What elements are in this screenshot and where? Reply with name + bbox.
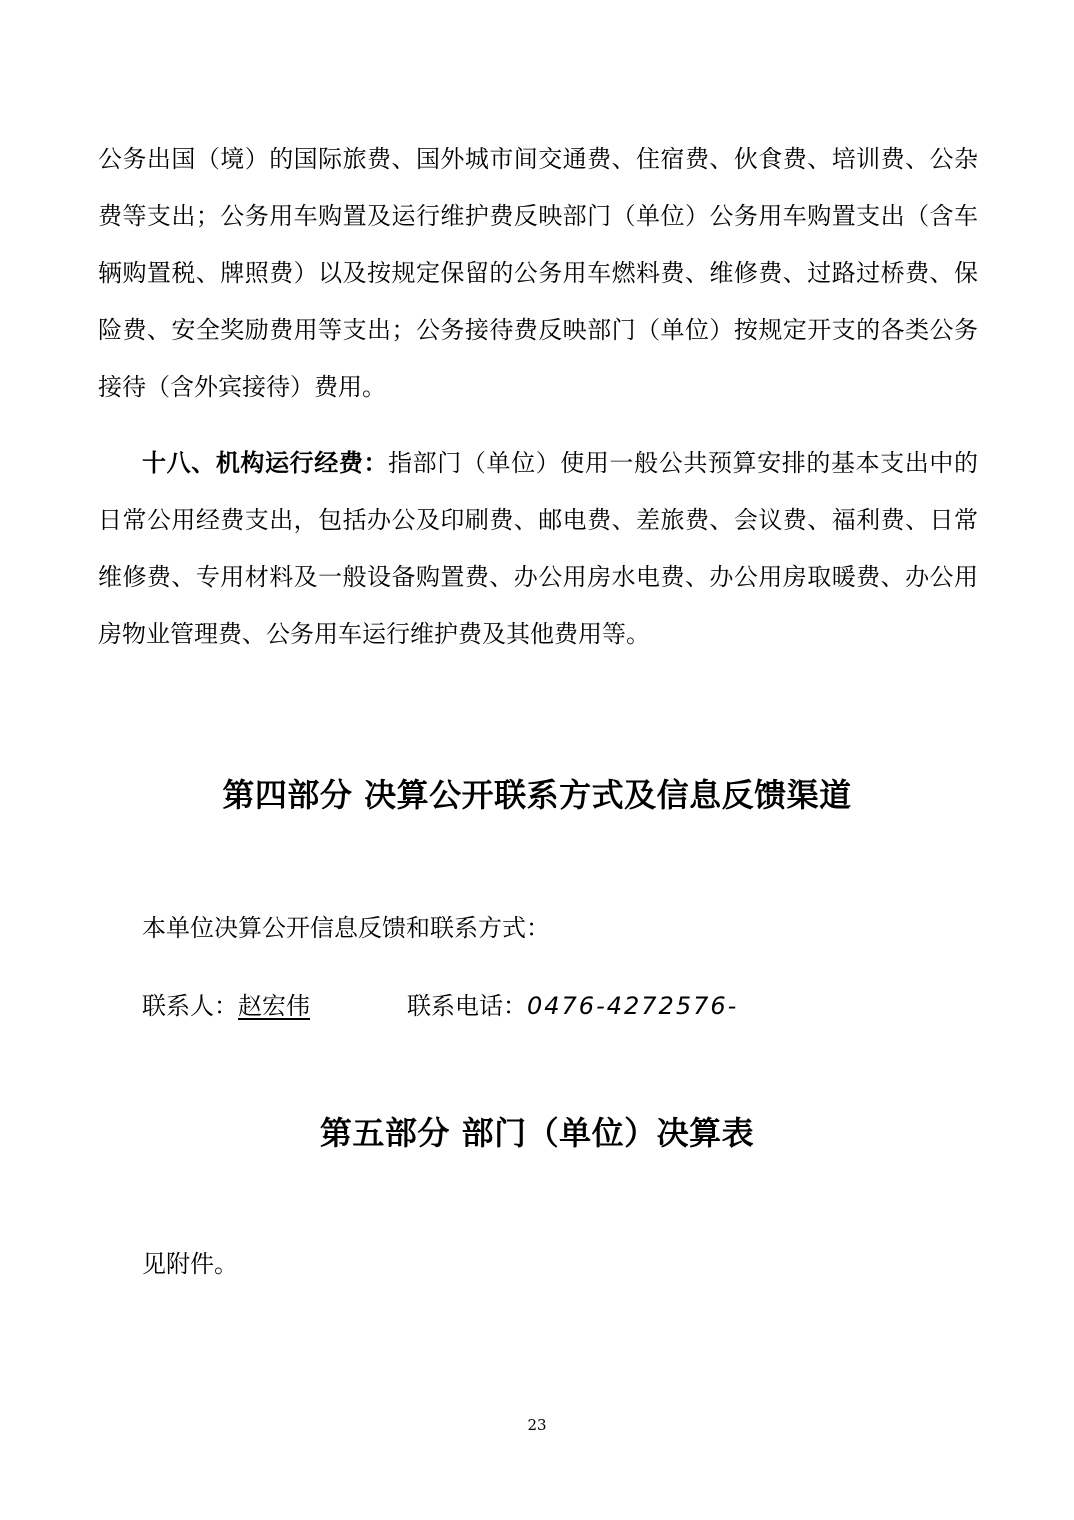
item-18-paragraph xyxy=(98,434,978,663)
appendix-note: 见附件。 xyxy=(142,1250,238,1278)
item-18-text: 指部门（单位）使用一般公共预算安排的基本支出中的日常公用经费支出，包括办公及印刷费、邮电费、差旅费、会议费、福利费、日常维修费、专用材料及一般设备购置费、办公用房水电费、办公用房取暖费、办公用房物业管理费、公务用车运行维护费及其他费用等。 xyxy=(98,449,979,648)
page-number: 23 xyxy=(527,1416,547,1434)
item-18-label: 十八、机构运行经费： xyxy=(142,448,389,477)
contact-label: 联系人： xyxy=(142,992,238,1020)
phone-label: 联系电话： xyxy=(407,992,527,1020)
section-5-title: 第五部分 部门（单位）决算表 xyxy=(319,1114,755,1152)
section-4-title: 第四部分 决算公开联系方式及信息反馈渠道 xyxy=(222,776,852,814)
contact-name: 赵宏伟 xyxy=(238,992,310,1020)
phone-number: 0476-4272576- xyxy=(527,992,739,1020)
continued-paragraph: 公务出国（境）的国际旅费、国外城市间交通费、住宿费、伙食费、培训费、公杂费等支出；公务用车购置及运行维护费反映部门（单位）公务用车购置支出（含车辆购置税、牌照费）以及按规定保留的公务用车燃料费、维修费、过路过桥费、保险费、安全奖励费用等支出；公务接待费反映部门（单位）按规定开支的各类公务接待（含外宾接待）费用。 xyxy=(98,145,978,401)
feedback-intro: 本单位决算公开信息反馈和联系方式： xyxy=(142,914,550,942)
contact-row xyxy=(142,986,738,1021)
